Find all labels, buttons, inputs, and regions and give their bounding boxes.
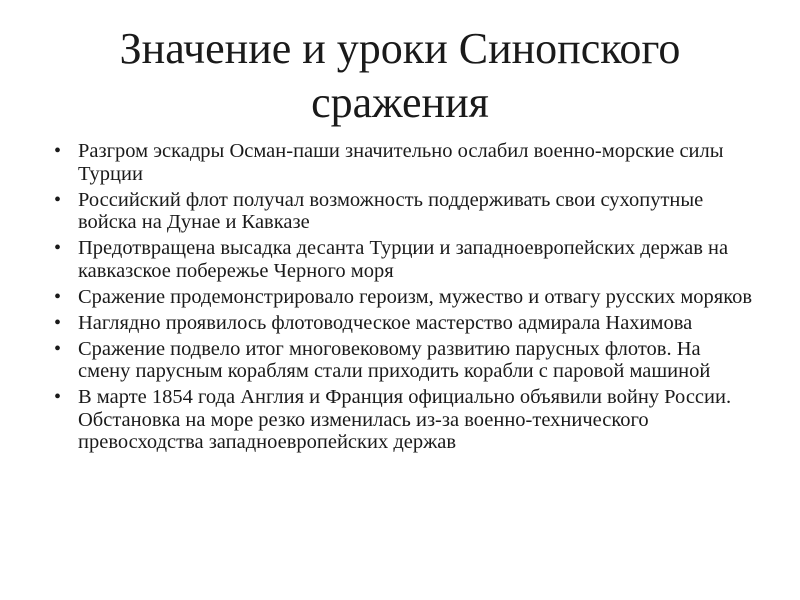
slide-title-line-1: Значение и уроки Синопского [119, 24, 681, 73]
bullet-icon: • [54, 285, 62, 308]
slide-title [40, 22, 760, 130]
bullet-item [54, 338, 754, 383]
bullet-item [54, 286, 754, 309]
bullet-item [54, 386, 754, 454]
bullet-text: Наглядно проявилось флотоводческое мастерство адмирала Нахимова [78, 311, 693, 334]
bullet-text: Предотвращена высадка десанта Турции и западноевропейских держав на кавказское побережье Черного моря [78, 237, 729, 282]
bullet-text: Разгром эскадры Осман-паши значительно ослабил военно-морские силы Турции [78, 140, 724, 185]
bullet-icon: • [54, 140, 62, 162]
bullet-icon: • [54, 386, 62, 408]
bullet-item [54, 312, 754, 335]
bullet-text: Сражение продемонстрировало героизм, мужество и отвагу русских моряков [78, 285, 753, 308]
bullet-list [54, 140, 754, 457]
bullet-item [54, 237, 754, 282]
slide-title-line-2: сражения [311, 78, 489, 127]
bullet-icon: • [54, 188, 62, 211]
bullet-text: В марте 1854 года Англия и Франция официально объявили войну России. Обстановка на море резко изменилась из-за военно-технического превосходства западноевропейских держав [78, 386, 732, 453]
bullet-text: Сражение подвело итог многовековому развитию парусных флотов. На смену парусным кораблям стали приходить корабли с паровой машиной [78, 337, 711, 382]
bullet-text: Российский флот получал возможность поддерживать свои сухопутные войска на Дунае и Кавказе [78, 188, 704, 233]
bullet-icon: • [54, 311, 62, 334]
bullet-icon: • [54, 337, 62, 360]
bullet-item [54, 189, 754, 234]
bullet-icon: • [54, 237, 62, 259]
bullet-item [54, 140, 754, 185]
